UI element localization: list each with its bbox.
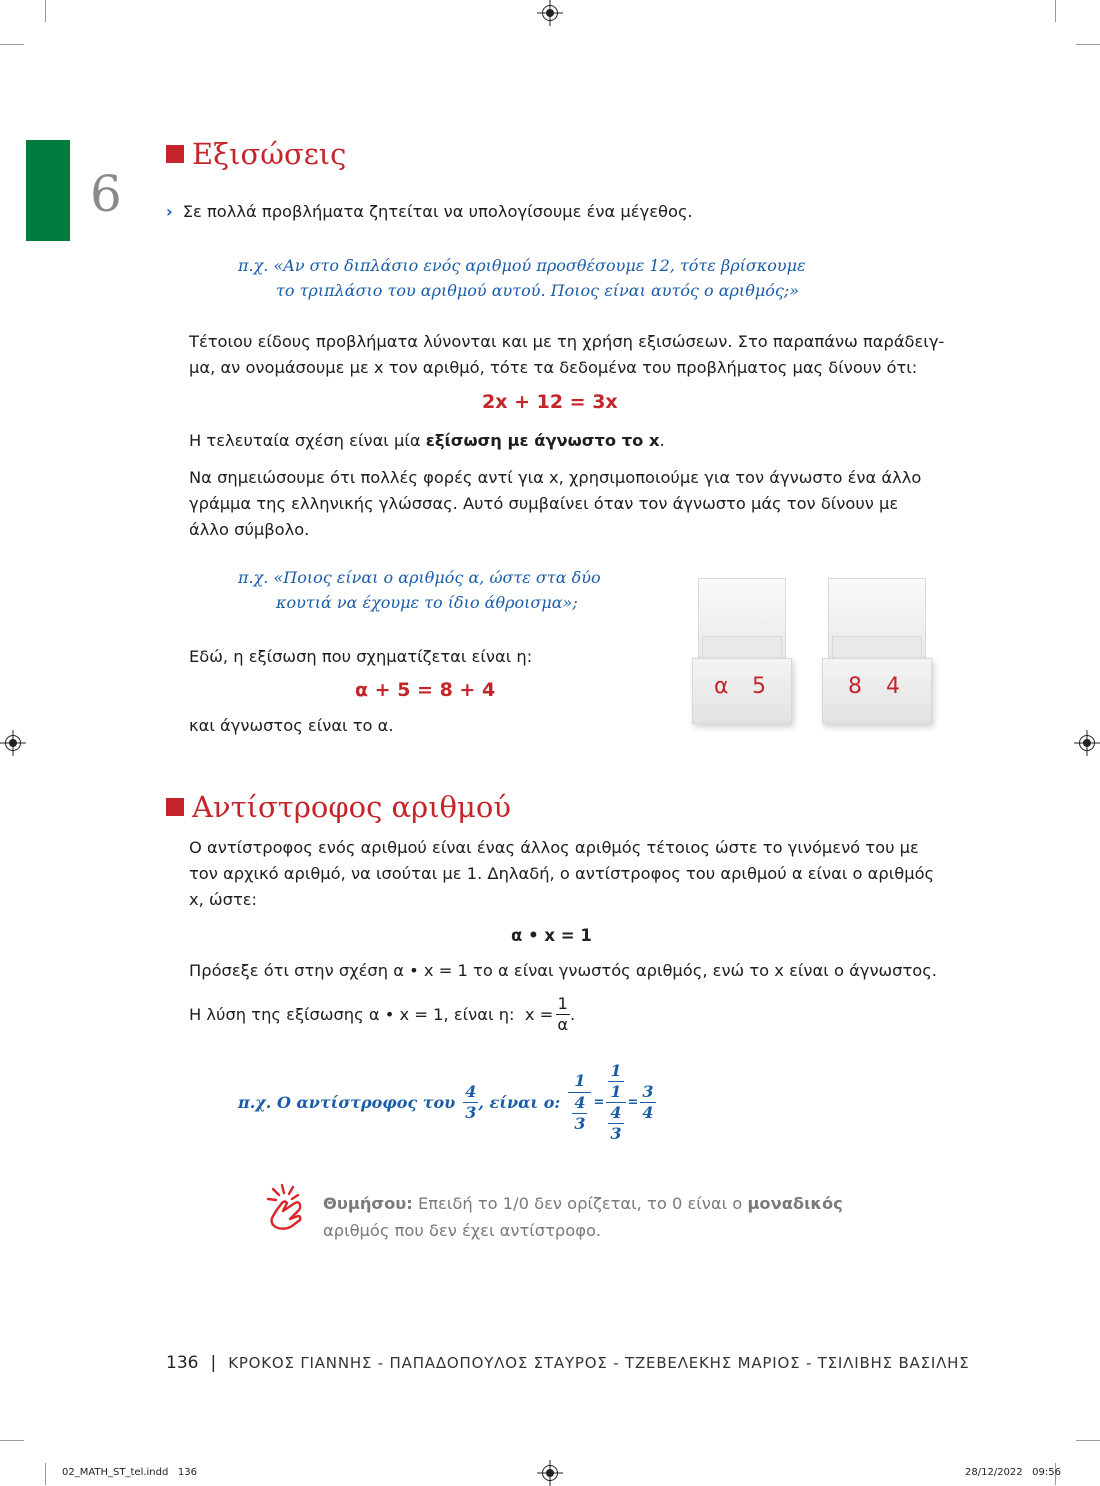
section-title-text: Εξισώσεις bbox=[192, 137, 347, 171]
paragraph-line: γράμμα της ελληνικής γλώσσας. Αυτό συμβαίνει όταν τον άγνωστο μάς τον δίνουν με bbox=[189, 494, 899, 513]
fraction-numerator: 1 bbox=[557, 994, 568, 1013]
box-label-right: 4 bbox=[886, 674, 900, 699]
fraction-denominator: 4 bbox=[642, 1103, 654, 1122]
example-2-line-1: π.χ. «Ποιος είναι ο αριθμός α, ώστε στα δύο bbox=[238, 568, 601, 587]
fraction-numerator: 3 bbox=[642, 1082, 654, 1101]
example-1-line-1: π.χ. «Αν στο διπλάσιο ενός αριθμού προσθέσουμε 12, τότε βρίσκουμε bbox=[238, 256, 806, 275]
paragraph-text: . bbox=[659, 431, 665, 450]
fraction-result bbox=[640, 1083, 655, 1122]
fraction-numerator: 4 bbox=[465, 1082, 477, 1101]
box-base bbox=[822, 658, 932, 724]
equals-sign: = bbox=[593, 1095, 605, 1110]
paragraph-text: Η τελευταία σχέση είναι μία bbox=[189, 431, 426, 450]
fraction-numerator: 1 bbox=[568, 1072, 591, 1093]
example-2 bbox=[238, 565, 601, 615]
paragraph-line: άλλο σύμβολο. bbox=[189, 520, 310, 539]
paragraph-line: τον αρχικό αριθμό, να ισούται με 1. Δηλαδή, ο αντίστροφος του αριθμού α είναι ο αριθμός bbox=[189, 864, 935, 883]
paragraph-4: Εδώ, η εξίσωση που σχηματίζεται είναι η: bbox=[189, 647, 533, 666]
fraction-denominator: 1 bbox=[610, 1082, 622, 1101]
fraction-denominator bbox=[606, 1103, 625, 1143]
paragraph-8 bbox=[189, 995, 575, 1034]
example-text: , είναι ο: bbox=[478, 1093, 561, 1112]
fraction-denominator: 3 bbox=[574, 1114, 586, 1133]
crop-mark bbox=[0, 44, 24, 45]
bold-term: εξίσωση με άγνωστο το x bbox=[425, 431, 660, 450]
paragraph-3 bbox=[189, 465, 934, 543]
crop-mark bbox=[1055, 0, 1056, 22]
example-1-line-2: το τριπλάσιο του αριθμού αυτού. Ποιος είναι αυτός ο αριθμός;» bbox=[276, 281, 800, 300]
paragraph-text: . bbox=[570, 1005, 576, 1024]
crop-mark bbox=[1076, 1440, 1100, 1441]
box-label-right: 5 bbox=[752, 674, 766, 699]
slug-date: 28/12/2022 09:56 bbox=[965, 1467, 1061, 1478]
paragraph-7: Πρόσεξε ότι στην σχέση α • x = 1 το α είναι γνωστός αριθμός, ενώ το x είναι ο άγνωστος. bbox=[189, 961, 937, 980]
section-title-equations bbox=[166, 137, 346, 171]
box-illustration-2 bbox=[822, 578, 932, 724]
complex-fraction-1 bbox=[568, 1072, 591, 1133]
reminder-text: αριθμός που δεν έχει αντίστροφο. bbox=[323, 1221, 602, 1240]
fraction-denominator: α bbox=[557, 1015, 569, 1034]
title-square-icon bbox=[166, 145, 184, 163]
reminder-label: Θυμήσου: bbox=[323, 1194, 413, 1213]
reminder-note bbox=[323, 1190, 843, 1244]
section-title-text: Αντίστροφος αριθμού bbox=[192, 790, 511, 824]
fraction-numerator: 4 bbox=[574, 1093, 586, 1112]
reminder-text: Επειδή το 1/0 δεν ορίζεται, το 0 είναι ο bbox=[412, 1194, 748, 1213]
paragraph-line: Τέτοιου είδους προβλήματα λύνονται και με τη χρήση εξισώσεων. Στο παραπάνω παράδειγ- bbox=[189, 332, 945, 351]
footer-separator: | bbox=[210, 1353, 217, 1373]
inner-fraction bbox=[572, 1094, 587, 1133]
box-illustration-1 bbox=[692, 578, 792, 724]
equation-3: α • x = 1 bbox=[511, 926, 592, 945]
fraction-numerator: 4 bbox=[610, 1103, 622, 1122]
registration-mark-icon bbox=[542, 5, 558, 21]
page-number: 136 bbox=[166, 1353, 199, 1373]
crop-mark bbox=[1076, 44, 1100, 45]
chevron-right-icon: › bbox=[166, 202, 173, 221]
complex-fraction-2 bbox=[606, 1062, 625, 1143]
fraction-denominator: 3 bbox=[610, 1124, 622, 1143]
registration-mark-icon bbox=[1079, 735, 1095, 751]
paragraph-line: Να σημειώσουμε ότι πολλές φορές αντί για x, χρησιμοποιούμε για τον άγνωστο ένα άλλο bbox=[189, 468, 922, 487]
inner-fraction bbox=[608, 1062, 623, 1101]
paragraph-5: και άγνωστος είναι το α. bbox=[189, 716, 394, 735]
paragraph-line: μα, αν ονομάσουμε με x τον αριθμό, τότε τα δεδομένα του προβλήματος μας δίνουν ότι: bbox=[189, 358, 918, 377]
paragraph-2 bbox=[189, 428, 934, 454]
hand-tap-icon bbox=[262, 1181, 308, 1233]
box-label-left: 8 bbox=[848, 674, 862, 699]
box-label-left: α bbox=[714, 674, 729, 699]
paragraph-6 bbox=[189, 835, 934, 913]
crop-mark bbox=[45, 1463, 46, 1485]
paragraph-line: x, ώστε: bbox=[189, 890, 258, 909]
example-text: π.χ. Ο αντίστροφος του bbox=[238, 1093, 456, 1112]
reminder-bold: μοναδικός bbox=[747, 1194, 843, 1213]
equation-2: α + 5 = 8 + 4 bbox=[355, 679, 496, 701]
registration-mark-icon bbox=[542, 1465, 558, 1481]
fraction-numerator: 1 bbox=[610, 1061, 622, 1080]
crop-mark bbox=[45, 0, 46, 22]
paragraph-1 bbox=[189, 329, 945, 381]
paragraph-line: Ο αντίστροφος ενός αριθμού είναι ένας άλλος αριθμός τέτοιος ώστε το γινόμενό του με bbox=[189, 838, 919, 857]
example-2-line-2: κουτιά να έχουμε το ίδιο άθροισμα»; bbox=[276, 593, 578, 612]
crop-mark bbox=[0, 1440, 24, 1441]
inner-fraction bbox=[608, 1104, 623, 1143]
title-square-icon bbox=[166, 798, 184, 816]
fraction-four-thirds bbox=[463, 1083, 478, 1122]
section-title-reciprocal bbox=[166, 790, 511, 824]
fraction-1-over-a bbox=[555, 995, 570, 1034]
chapter-number: 6 bbox=[90, 165, 122, 223]
intro-line bbox=[166, 202, 693, 221]
example-1 bbox=[238, 253, 806, 303]
paragraph-text: Η λύση της εξίσωσης α • x = 1, είναι η: x = bbox=[189, 1005, 554, 1024]
fraction-denominator: 3 bbox=[465, 1103, 477, 1122]
chapter-tab bbox=[26, 140, 70, 241]
slug-filename: 02_MATH_ST_tel.indd 136 bbox=[62, 1467, 197, 1478]
registration-mark-icon bbox=[5, 735, 21, 751]
intro-text: Σε πολλά προβλήματα ζητείται να υπολογίσουμε ένα μέγεθος. bbox=[182, 202, 693, 221]
equation-1: 2x + 12 = 3x bbox=[482, 391, 618, 413]
fraction-numerator bbox=[606, 1062, 625, 1103]
box-base bbox=[692, 658, 792, 724]
example-3 bbox=[238, 1050, 656, 1155]
fraction-denominator bbox=[570, 1093, 589, 1133]
equals-sign: = bbox=[627, 1095, 639, 1110]
page-footer bbox=[166, 1353, 970, 1373]
footer-authors: ΚΡΟΚΟΣ ΓΙΑΝΝΗΣ - ΠΑΠΑΔΟΠΟΥΛΟΣ ΣΤΑΥΡΟΣ - ΤΖΕΒΕΛΕΚΗΣ ΜΑΡΙΟΣ - ΤΣΙΛΙΒΗΣ ΒΑΣΙΛΗΣ bbox=[228, 1354, 970, 1372]
